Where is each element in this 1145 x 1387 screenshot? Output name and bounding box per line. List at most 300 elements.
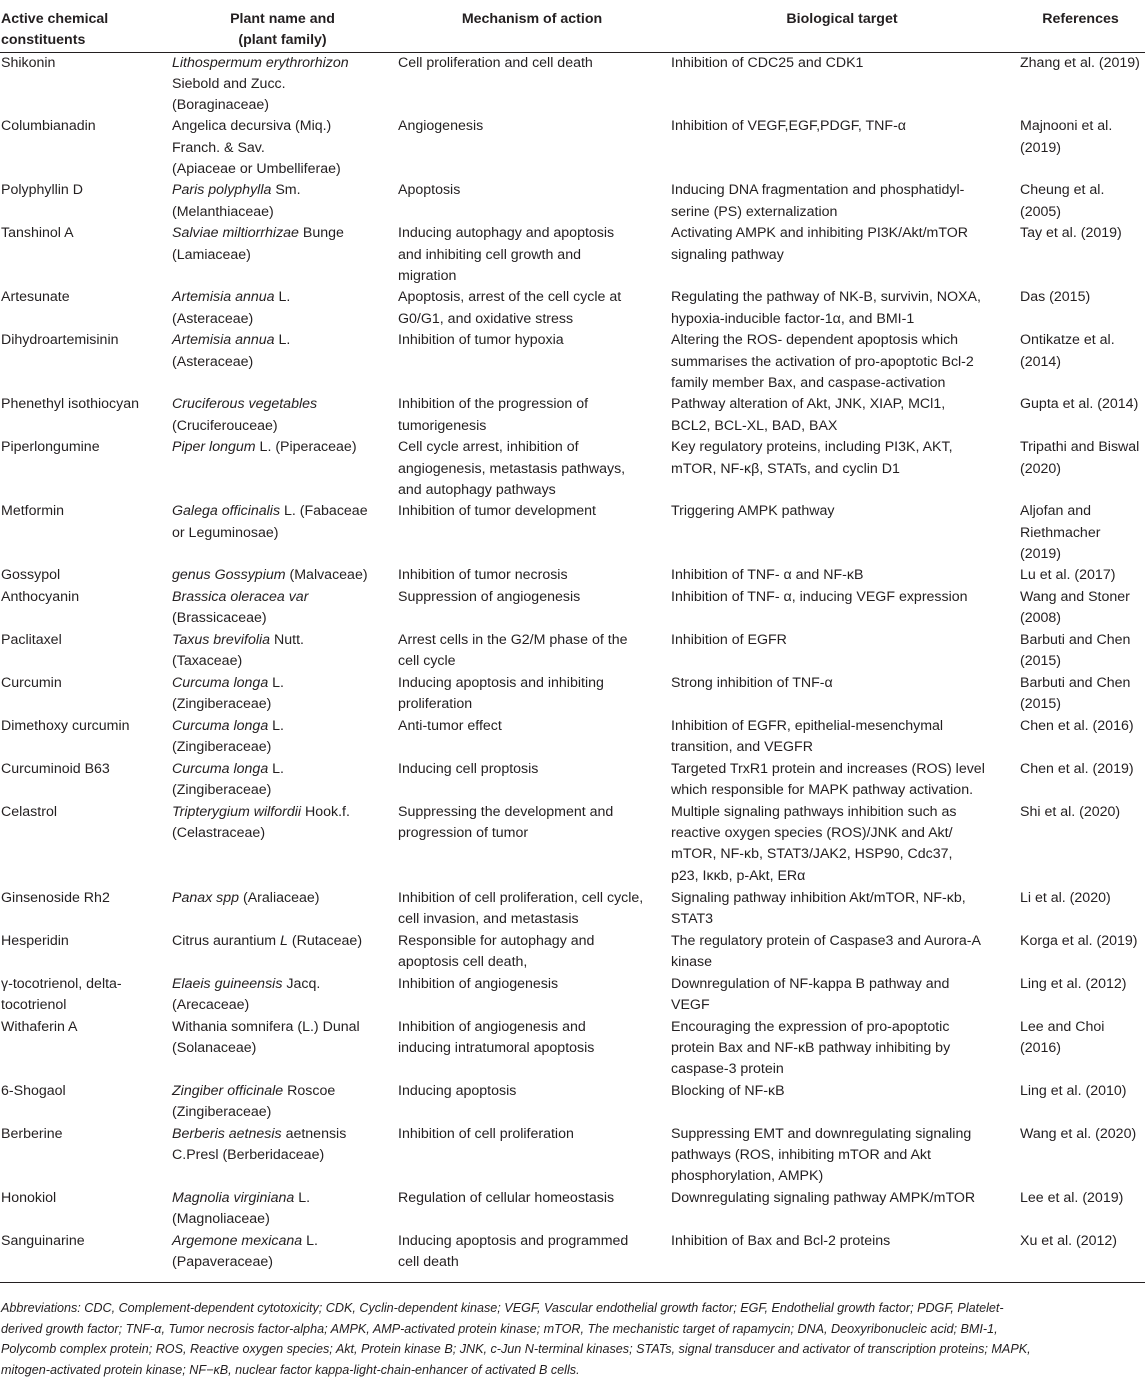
- cell-line: which responsible for MAPK pathway activation.: [671, 782, 974, 799]
- cell-line: angiogenesis, metastasis pathways,: [398, 460, 626, 477]
- cell-mechanism: [396, 587, 668, 630]
- cell-line: Chen et al. (2019): [1020, 760, 1134, 777]
- cell-line: [172, 1188, 396, 1209]
- cell-line: Inhibition of TNF- α, inducing VEGF expression: [671, 588, 968, 605]
- text: L.: [294, 1189, 311, 1206]
- table-row: [0, 716, 1145, 759]
- text: L.: [302, 1232, 318, 1249]
- cell-line: Withaferin A: [1, 1018, 78, 1035]
- table-row: [0, 888, 1145, 931]
- cell-line: (2005): [1020, 203, 1062, 220]
- cell-line: [172, 1124, 396, 1145]
- cell-mechanism: [396, 1124, 668, 1188]
- cell-reference: [1016, 437, 1145, 501]
- table-row: [0, 223, 1145, 287]
- cell-line: [172, 780, 396, 801]
- cell-line: pathways (ROS, inhibiting mTOR and Akt: [671, 1147, 931, 1164]
- cell-mechanism: [396, 1188, 668, 1231]
- cell-target: [668, 223, 1016, 287]
- cell-plant: [169, 630, 396, 673]
- cell-mechanism: [396, 501, 668, 565]
- cell-line: Berberine: [1, 1125, 63, 1142]
- cell-compound: [0, 1017, 169, 1081]
- cell-line: [172, 651, 396, 672]
- cell-line: Curcumin: [1, 674, 62, 691]
- italic-text: Piper longum: [172, 439, 256, 456]
- table-row: [0, 287, 1145, 330]
- italic-text: Curcuma longa: [172, 674, 269, 691]
- italic-text: Cruciferous vegetables: [172, 396, 318, 413]
- cell-line: Inhibition of EGFR, epithelial-mesenchymal: [671, 717, 944, 734]
- cell-line: Columbianadin: [1, 118, 96, 135]
- cell-plant: [169, 394, 396, 437]
- cell-target: [668, 394, 1016, 437]
- cell-target: [668, 116, 1016, 180]
- text: L.: [268, 760, 284, 777]
- footnote-line: derived growth factor; TNF-α, Tumor necrosis factor-alpha; AMPK, AMP-activated protein kinase; mTOR, The mechanistic target of rapamycin; DNA, Deoxyribonucleic acid; BMI-1,: [1, 1321, 998, 1336]
- cell-line: [172, 53, 396, 74]
- cell-line: The regulatory protein of Caspase3 and Aurora-A: [671, 932, 981, 949]
- cell-line: Das (2015): [1020, 289, 1091, 306]
- cell-line: Wang and Stoner: [1020, 588, 1130, 605]
- text: Roscoe: [283, 1082, 336, 1099]
- text: Jacq.: [282, 975, 321, 992]
- cell-line: Regulation of cellular homeostasis: [398, 1189, 615, 1206]
- cell-mechanism: [396, 888, 668, 931]
- cell-line: Apoptosis: [398, 182, 461, 199]
- cell-reference: [1016, 52, 1145, 116]
- text: Nutt.: [270, 631, 304, 648]
- cell-reference: [1016, 1231, 1145, 1283]
- cell-line: Ling et al. (2012): [1020, 975, 1127, 992]
- cell-line: Inhibition of the progression of: [398, 396, 589, 413]
- header-line: constituents: [1, 32, 86, 49]
- cell-line: Metformin: [1, 503, 65, 520]
- italic-text: Artemisia annua: [172, 289, 275, 306]
- cell-line: Angiogenesis: [398, 118, 484, 135]
- italic-text: Curcuma longa: [172, 717, 269, 734]
- header-line: Mechanism of action: [461, 11, 603, 27]
- cell-line: Ginsenoside Rh2: [1, 889, 110, 906]
- cell-line: Key regulatory proteins, including PI3K, AKT,: [671, 439, 953, 456]
- italic-text: Berberis aetnesis: [172, 1125, 282, 1142]
- cell-line: Inhibition of angiogenesis and: [398, 1018, 586, 1035]
- cell-line: migration: [398, 268, 457, 285]
- cell-line: Shi et al. (2020): [1020, 803, 1121, 820]
- cell-line: Inhibition of cell proliferation, cell cycle,: [398, 889, 644, 906]
- cell-plant: [169, 223, 396, 287]
- cell-line: [172, 287, 396, 308]
- cell-line: Suppressing EMT and downregulating signaling: [671, 1125, 972, 1142]
- cell-line: [172, 523, 396, 544]
- cell-plant: [169, 437, 396, 501]
- cell-target: [668, 802, 1016, 888]
- text: L.: [268, 674, 284, 691]
- cell-line: [172, 737, 396, 758]
- cell-plant: [169, 1188, 396, 1231]
- cell-line: [172, 974, 396, 995]
- cell-line: Honokiol: [1, 1189, 57, 1206]
- cell-line: Zhang et al. (2019): [1020, 54, 1140, 71]
- cell-line: Anthocyanin: [1, 588, 80, 605]
- header-plant-name: [169, 0, 396, 52]
- cell-line: [172, 330, 396, 351]
- cell-reference: [1016, 1124, 1145, 1188]
- cell-line: Suppression of angiogenesis: [398, 588, 581, 605]
- cell-target: [668, 1231, 1016, 1283]
- cell-line: [172, 245, 396, 266]
- cell-mechanism: [396, 223, 668, 287]
- cell-plant: [169, 180, 396, 223]
- cell-line: Altering the ROS- dependent apoptosis which: [671, 332, 959, 349]
- italic-text: Artemisia annua: [172, 332, 275, 349]
- cell-compound: [0, 587, 169, 630]
- cell-line: Suppressing the development and: [398, 803, 614, 820]
- text: (Zingiberaceae): [172, 696, 272, 713]
- cell-target: [668, 673, 1016, 716]
- cell-mechanism: [396, 52, 668, 116]
- cell-line: [172, 74, 396, 95]
- table-row: [0, 974, 1145, 1017]
- text: (Magnoliaceae): [172, 1211, 270, 1228]
- text: aetnensis: [281, 1125, 347, 1142]
- cell-line: BCL2, BCL-XL, BAD, BAX: [671, 417, 838, 434]
- cell-line: [172, 202, 396, 223]
- text: (Melanthiaceae): [172, 203, 274, 220]
- cell-reference: [1016, 759, 1145, 802]
- cell-plant: [169, 565, 396, 586]
- text: C.Presl (Berberidaceae): [172, 1147, 325, 1164]
- cell-compound: [0, 931, 169, 974]
- cell-compound: [0, 1188, 169, 1231]
- cell-line: inducing intratumoral apoptosis: [398, 1040, 595, 1057]
- table-row: [0, 630, 1145, 673]
- cell-compound: [0, 565, 169, 586]
- cell-line: [172, 180, 396, 201]
- text: (Asteraceae): [172, 310, 254, 327]
- cell-line: progression of tumor: [398, 825, 529, 842]
- cell-line: phosphorylation, AMPK): [671, 1168, 824, 1185]
- cell-plant: [169, 587, 396, 630]
- italic-text: Argemone mexicana: [172, 1232, 303, 1249]
- cell-line: Inhibition of tumor hypoxia: [398, 332, 564, 349]
- text: Withania somnifera (L.) Dunal: [172, 1018, 360, 1035]
- cell-line: Lee and Choi: [1020, 1018, 1105, 1035]
- cell-line: Inducing apoptosis and programmed: [398, 1232, 629, 1249]
- text: (Apiaceae or Umbelliferae): [172, 161, 341, 178]
- cell-line: protein Bax and NF-κB pathway inhibiting by: [671, 1040, 951, 1057]
- cell-target: [668, 1124, 1016, 1188]
- cell-reference: [1016, 630, 1145, 673]
- cell-compound: [0, 759, 169, 802]
- cell-line: Apoptosis, arrest of the cell cycle at: [398, 289, 622, 306]
- cell-line: Barbuti and Chen: [1020, 631, 1131, 648]
- cell-compound: [0, 501, 169, 565]
- cell-line: Inducing DNA fragmentation and phosphatidyl-: [671, 182, 965, 199]
- abbreviations-footnote: [1, 1298, 1143, 1380]
- cell-line: signaling pathway: [671, 246, 784, 263]
- cell-line: (2008): [1020, 610, 1062, 627]
- cell-plant: [169, 1081, 396, 1124]
- cell-line: [172, 352, 396, 373]
- text: (Asteraceae): [172, 353, 254, 370]
- cell-target: [668, 1081, 1016, 1124]
- cell-line: (2020): [1020, 460, 1062, 477]
- cell-line: Cell proliferation and cell death: [398, 54, 593, 71]
- cell-line: Chen et al. (2016): [1020, 717, 1134, 734]
- cell-reference: [1016, 565, 1145, 586]
- cell-plant: [169, 673, 396, 716]
- table-row: [0, 1188, 1145, 1231]
- cell-reference: [1016, 888, 1145, 931]
- cell-line: [172, 1038, 396, 1059]
- cell-compound: [0, 223, 169, 287]
- cell-line: [172, 223, 396, 244]
- cell-plant: [169, 1017, 396, 1081]
- cell-compound: [0, 394, 169, 437]
- cell-line: Polyphyllin D: [1, 182, 84, 199]
- cell-reference: [1016, 180, 1145, 223]
- table-row: [0, 501, 1145, 565]
- text: (Zingiberaceae): [172, 1104, 272, 1121]
- cell-compound: [0, 287, 169, 330]
- cell-line: Inducing apoptosis: [398, 1082, 517, 1099]
- italic-text: genus Gossypium: [172, 567, 286, 584]
- cell-reference: [1016, 716, 1145, 759]
- cell-line: Inhibition of CDC25 and CDK1: [671, 54, 864, 71]
- text: (Solanaceae): [172, 1040, 257, 1057]
- cell-mechanism: [396, 565, 668, 586]
- cell-mechanism: [396, 630, 668, 673]
- cell-line: [172, 995, 396, 1016]
- cell-line: (2015): [1020, 696, 1062, 713]
- table-row: [0, 116, 1145, 180]
- cell-compound: [0, 1081, 169, 1124]
- cell-compound: [0, 802, 169, 888]
- cell-mechanism: [396, 673, 668, 716]
- cell-line: Artesunate: [1, 289, 70, 306]
- cell-plant: [169, 330, 396, 394]
- header-biological-target: [668, 0, 1016, 52]
- cell-line: mTOR, NF-κb, STAT3/JAK2, HSP90, Cdc37,: [671, 846, 953, 863]
- text: (Papaveraceae): [172, 1254, 273, 1271]
- cell-plant: [169, 501, 396, 565]
- cell-line: Piperlongumine: [1, 439, 100, 456]
- cell-line: [172, 1252, 396, 1273]
- cell-line: [172, 1102, 396, 1123]
- cell-line: Phenethyl isothiocyan: [1, 396, 140, 413]
- cell-line: [172, 1209, 396, 1230]
- cell-line: Cell cycle arrest, inhibition of: [398, 439, 579, 456]
- cell-line: [172, 1081, 396, 1102]
- cell-line: [172, 159, 396, 180]
- cell-compound: [0, 330, 169, 394]
- text: (Rutaceae): [287, 932, 363, 949]
- italic-text: Galega officinalis: [172, 503, 281, 520]
- text: (Zingiberaceae): [172, 739, 272, 756]
- text: Sm.: [271, 182, 301, 199]
- cell-line: [172, 888, 396, 909]
- cell-line: Signaling pathway inhibition Akt/mTOR, NF-κb,: [671, 889, 966, 906]
- table-row: [0, 437, 1145, 501]
- cell-line: hypoxia-inducible factor-1α, and BMI-1: [671, 310, 915, 327]
- cell-compound: [0, 630, 169, 673]
- table-row: [0, 394, 1145, 437]
- cell-reference: [1016, 587, 1145, 630]
- italic-text: Curcuma longa: [172, 760, 269, 777]
- cell-line: Anti-tumor effect: [398, 717, 502, 734]
- text: Hook.f.: [301, 803, 350, 820]
- cell-mechanism: [396, 394, 668, 437]
- text: (Celastraceae): [172, 825, 266, 842]
- cell-line: Hesperidin: [1, 932, 69, 949]
- cell-target: [668, 180, 1016, 223]
- cell-compound: [0, 974, 169, 1017]
- cell-line: Multiple signaling pathways inhibition such as: [671, 803, 957, 820]
- table-row: [0, 587, 1145, 630]
- cell-line: 6-Shogaol: [1, 1082, 66, 1099]
- cell-line: Tanshinol A: [1, 225, 74, 242]
- cell-line: VEGF: [671, 997, 710, 1014]
- table-row: [0, 180, 1145, 223]
- cell-line: Xu et al. (2012): [1020, 1232, 1118, 1249]
- cell-line: [172, 587, 396, 608]
- footnote-line: Polycomb complex protein; ROS, Reactive oxygen species; Akt, Protein kinase B; JNK, c-Jun N-terminal kinases; STATs, signal transducer and activator of transcription proteins; MAPK,: [1, 1342, 1031, 1357]
- cell-line: Inhibition of EGFR: [671, 631, 787, 648]
- cell-target: [668, 52, 1016, 116]
- footnote-line: Abbreviations: CDC, Complement-dependent cytotoxicity; CDK, Cyclin-dependent kinase; VEGF, Vascular endothelial growth factor; EGF, Endothelial growth factor; PDGF, Platelet-: [1, 1301, 1004, 1315]
- cell-line: family member Bax, and caspase-activation: [671, 375, 946, 392]
- cell-mechanism: [396, 330, 668, 394]
- cell-line: Inhibition of cell proliferation: [398, 1125, 574, 1142]
- text: L.: [268, 717, 284, 734]
- cell-target: [668, 888, 1016, 931]
- cell-line: Aljofan and: [1020, 503, 1091, 520]
- cell-line: proliferation: [398, 696, 473, 713]
- cell-mechanism: [396, 437, 668, 501]
- cell-mechanism: [396, 180, 668, 223]
- cell-line: Celastrol: [1, 803, 57, 820]
- cell-target: [668, 931, 1016, 974]
- italic-text: Lithospermum erythrorhizon: [172, 54, 349, 71]
- cell-target: [668, 287, 1016, 330]
- cell-line: Korga et al. (2019): [1020, 932, 1138, 949]
- cell-target: [668, 716, 1016, 759]
- header-line: Biological target: [786, 11, 898, 27]
- table-header-row: [0, 0, 1145, 52]
- cell-plant: [169, 759, 396, 802]
- cell-line: Strong inhibition of TNF-α: [671, 674, 833, 691]
- cell-plant: [169, 974, 396, 1017]
- cell-mechanism: [396, 1081, 668, 1124]
- header-line: References: [1042, 11, 1119, 27]
- cell-line: Cheung et al.: [1020, 182, 1105, 199]
- cell-reference: [1016, 673, 1145, 716]
- cell-line: [172, 116, 396, 137]
- italic-text: Magnolia virginiana: [172, 1189, 295, 1206]
- cell-line: kinase: [671, 954, 713, 971]
- cell-line: [172, 1145, 396, 1166]
- text: L.: [274, 289, 291, 306]
- italic-text: Brassica oleracea var: [172, 588, 309, 605]
- cell-line: [172, 673, 396, 694]
- cell-line: Ling et al. (2010): [1020, 1082, 1127, 1099]
- cell-reference: [1016, 330, 1145, 394]
- table-row: [0, 1124, 1145, 1188]
- cell-target: [668, 330, 1016, 394]
- cell-line: [172, 823, 396, 844]
- italic-text: Elaeis guineensis: [172, 975, 283, 992]
- cell-line: Wang et al. (2020): [1020, 1125, 1137, 1142]
- italic-text: Salviae miltiorrhizae: [172, 225, 299, 242]
- cell-reference: [1016, 287, 1145, 330]
- cell-plant: [169, 287, 396, 330]
- header-line: Active chemical: [1, 11, 109, 27]
- cell-line: Downregulating signaling pathway AMPK/mTOR: [671, 1189, 976, 1206]
- cell-line: Inhibition of Bax and Bcl-2 proteins: [671, 1232, 891, 1249]
- cell-line: Tay et al. (2019): [1020, 225, 1122, 242]
- cell-line: transition, and VEGFR: [671, 739, 813, 756]
- cell-line: Activating AMPK and inhibiting PI3K/Akt/mTOR: [671, 225, 969, 242]
- header-mechanism: [396, 0, 668, 52]
- cell-line: Inhibition of tumor development: [398, 503, 596, 520]
- cell-line: Dihydroartemisinin: [1, 332, 119, 349]
- cell-reference: [1016, 931, 1145, 974]
- text: (Arecaceae): [172, 997, 250, 1014]
- cell-plant: [169, 888, 396, 931]
- cell-line: Lee et al. (2019): [1020, 1189, 1124, 1206]
- cell-line: Inducing apoptosis and inhibiting: [398, 674, 604, 691]
- cell-line: Tripathi and Biswal: [1020, 439, 1140, 456]
- header-line: (plant family): [238, 32, 327, 49]
- cell-compound: [0, 888, 169, 931]
- cell-line: Ontikatze et al.: [1020, 332, 1115, 349]
- cell-target: [668, 437, 1016, 501]
- text: L.: [274, 332, 291, 349]
- cell-line: Sanguinarine: [1, 1232, 85, 1249]
- cell-compound: [0, 1231, 169, 1283]
- cell-line: Targeted TrxR1 protein and increases (ROS) level: [671, 760, 985, 777]
- cell-line: Gossypol: [1, 567, 61, 584]
- italic-text: Tripterygium wilfordii: [172, 803, 302, 820]
- cell-mechanism: [396, 116, 668, 180]
- cell-reference: [1016, 802, 1145, 888]
- cell-line: [172, 1017, 396, 1038]
- cell-mechanism: [396, 974, 668, 1017]
- cell-compound: [0, 1124, 169, 1188]
- text: or Leguminosae): [172, 524, 279, 541]
- cell-line: Inhibition of angiogenesis: [398, 975, 559, 992]
- cell-target: [668, 974, 1016, 1017]
- cell-line: tocotrienol: [1, 997, 67, 1014]
- cell-line: Majnooni et al.: [1020, 118, 1113, 135]
- text: (Taxaceae): [172, 653, 243, 670]
- cell-plant: [169, 116, 396, 180]
- cell-plant: [169, 802, 396, 888]
- table-row: [0, 52, 1145, 116]
- cell-line: [172, 437, 396, 458]
- cell-compound: [0, 673, 169, 716]
- text: Franch. & Sav.: [172, 139, 265, 156]
- table-row: [0, 802, 1145, 888]
- cell-line: mTOR, NF-κβ, STATs, and cyclin D1: [671, 460, 900, 477]
- cell-mechanism: [396, 1017, 668, 1081]
- table-row: [0, 673, 1145, 716]
- cell-reference: [1016, 501, 1145, 565]
- cell-reference: [1016, 974, 1145, 1017]
- cell-line: Shikonin: [1, 54, 56, 71]
- cell-line: Paclitaxel: [1, 631, 62, 648]
